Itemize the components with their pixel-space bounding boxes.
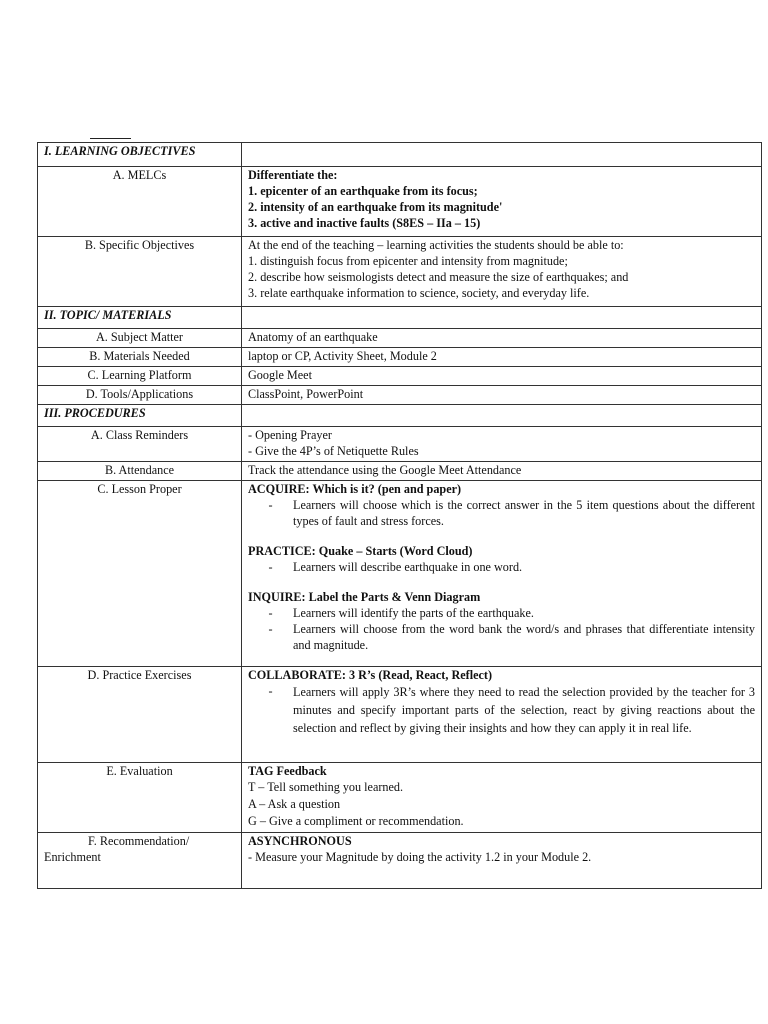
asynchronous-line: - Measure your Magnitude by doing the activity 1.2 in your Module 2. xyxy=(248,850,592,864)
practice-exercises-content xyxy=(242,667,762,763)
bullet-dash: - xyxy=(268,560,273,574)
reminder-line: - Opening Prayer xyxy=(248,428,332,442)
enrichment-label-line: Enrichment xyxy=(44,850,101,864)
lesson-proper-label: C. Lesson Proper xyxy=(38,481,242,667)
materials-label: B. Materials Needed xyxy=(38,348,242,367)
bullet-dash: - xyxy=(268,606,273,620)
row-attendance xyxy=(38,462,762,481)
row-melcs xyxy=(38,167,762,237)
bullet-text: Learners will describe earthquake in one word. xyxy=(293,560,523,574)
bullet-text: Learners will apply 3R’s where they need to read the selection provided by the teacher for 3 minutes and specify important parts of the selection, react by giving reactions about the selection and reflect by giving their insights and how they can apply it in real life. xyxy=(293,685,755,735)
attendance-label: B. Attendance xyxy=(38,462,242,481)
inquire-bullet xyxy=(248,605,755,621)
reminder-line: - Give the 4P’s of Netiquette Rules xyxy=(248,444,419,458)
objective-line: 2. describe how seismologists detect and measure the size of earthquakes; and xyxy=(248,270,629,284)
asynchronous-heading: ASYNCHRONOUS xyxy=(248,834,352,848)
row-materials xyxy=(38,348,762,367)
bullet-text: Learners will choose which is the correct answer in the 5 item questions about the different types of fault and stress forces. xyxy=(293,498,755,528)
row-specific-objectives xyxy=(38,237,762,307)
bullet-dash: - xyxy=(268,684,273,698)
materials-value: laptop or CP, Activity Sheet, Module 2 xyxy=(242,348,762,367)
section-heading-objectives: I. LEARNING OBJECTIVES xyxy=(38,143,242,167)
empty-cell xyxy=(242,405,762,427)
class-reminders-label: A. Class Reminders xyxy=(38,427,242,462)
lesson-proper-content xyxy=(242,481,762,667)
row-class-reminders xyxy=(38,427,762,462)
section-heading-topic: II. TOPIC/ MATERIALS xyxy=(38,307,242,329)
inquire-bullet xyxy=(248,621,755,653)
enrichment-label xyxy=(38,833,242,889)
specific-objectives-content xyxy=(242,237,762,307)
acquire-heading: ACQUIRE: Which is it? (pen and paper) xyxy=(248,482,462,496)
inquire-heading: INQUIRE: Label the Parts & Venn Diagram xyxy=(248,590,481,604)
evaluation-label: E. Evaluation xyxy=(38,763,242,833)
tools-label: D. Tools/Applications xyxy=(38,386,242,405)
melcs-content xyxy=(242,167,762,237)
melcs-label: A. MELCs xyxy=(38,167,242,237)
bullet-text: Learners will choose from the word bank the word/s and phrases that differentiate intensity and magnitude. xyxy=(293,622,755,652)
row-tools xyxy=(38,386,762,405)
section-row-objectives xyxy=(38,143,762,167)
specific-objectives-label: B. Specific Objectives xyxy=(38,237,242,307)
row-practice-exercises xyxy=(38,667,762,763)
objective-line: 1. distinguish focus from epicenter and intensity from magnitude; xyxy=(248,254,568,268)
enrichment-content xyxy=(242,833,762,889)
subject-matter-value: Anatomy of an earthquake xyxy=(242,329,762,348)
bullet-dash: - xyxy=(268,622,273,636)
melcs-line: 3. active and inactive faults (S8ES – IIa – 15) xyxy=(248,216,481,230)
section-row-procedures xyxy=(38,405,762,427)
melcs-line: 2. intensity of an earthquake from its magnitude' xyxy=(248,200,503,214)
section-heading-procedures: III. PROCEDURES xyxy=(38,405,242,427)
empty-cell xyxy=(242,307,762,329)
tag-line: A – Ask a question xyxy=(248,797,341,811)
tools-value: ClassPoint, PowerPoint xyxy=(242,386,762,405)
evaluation-content xyxy=(242,763,762,833)
row-evaluation xyxy=(38,763,762,833)
spacer xyxy=(248,529,755,543)
tag-line: T – Tell something you learned. xyxy=(248,780,404,794)
empty-cell xyxy=(242,143,762,167)
bullet-text: Learners will identify the parts of the earthquake. xyxy=(293,606,534,620)
row-platform xyxy=(38,367,762,386)
spacer xyxy=(248,575,755,589)
tag-line: G – Give a compliment or recommendation. xyxy=(248,814,464,828)
row-enrichment xyxy=(38,833,762,889)
platform-value: Google Meet xyxy=(242,367,762,386)
bullet-dash: - xyxy=(268,498,273,512)
section-row-topic xyxy=(38,307,762,329)
collaborate-heading: COLLABORATE: 3 R’s (Read, React, Reflect) xyxy=(248,668,493,682)
objective-line: 3. relate earthquake information to science, society, and everyday life. xyxy=(248,286,590,300)
attendance-value: Track the attendance using the Google Meet Attendance xyxy=(242,462,762,481)
lesson-plan-table xyxy=(37,142,762,889)
row-subject-matter xyxy=(38,329,762,348)
melcs-line: 1. epicenter of an earthquake from its focus; xyxy=(248,184,478,198)
subject-matter-label: A. Subject Matter xyxy=(38,329,242,348)
enrichment-label-line: F. Recommendation/ xyxy=(88,834,190,848)
platform-label: C. Learning Platform xyxy=(38,367,242,386)
tag-heading: TAG Feedback xyxy=(248,764,327,778)
collaborate-bullet xyxy=(248,683,755,737)
objective-line: At the end of the teaching – learning activities the students should be able to: xyxy=(248,238,624,252)
acquire-bullet xyxy=(248,497,755,529)
row-lesson-proper xyxy=(38,481,762,667)
practice-exercises-label: D. Practice Exercises xyxy=(38,667,242,763)
header-rule xyxy=(90,138,131,139)
practice-heading: PRACTICE: Quake – Starts (Word Cloud) xyxy=(248,544,473,558)
class-reminders-content xyxy=(242,427,762,462)
melcs-line: Differentiate the: xyxy=(248,168,338,182)
practice-bullet xyxy=(248,559,755,575)
